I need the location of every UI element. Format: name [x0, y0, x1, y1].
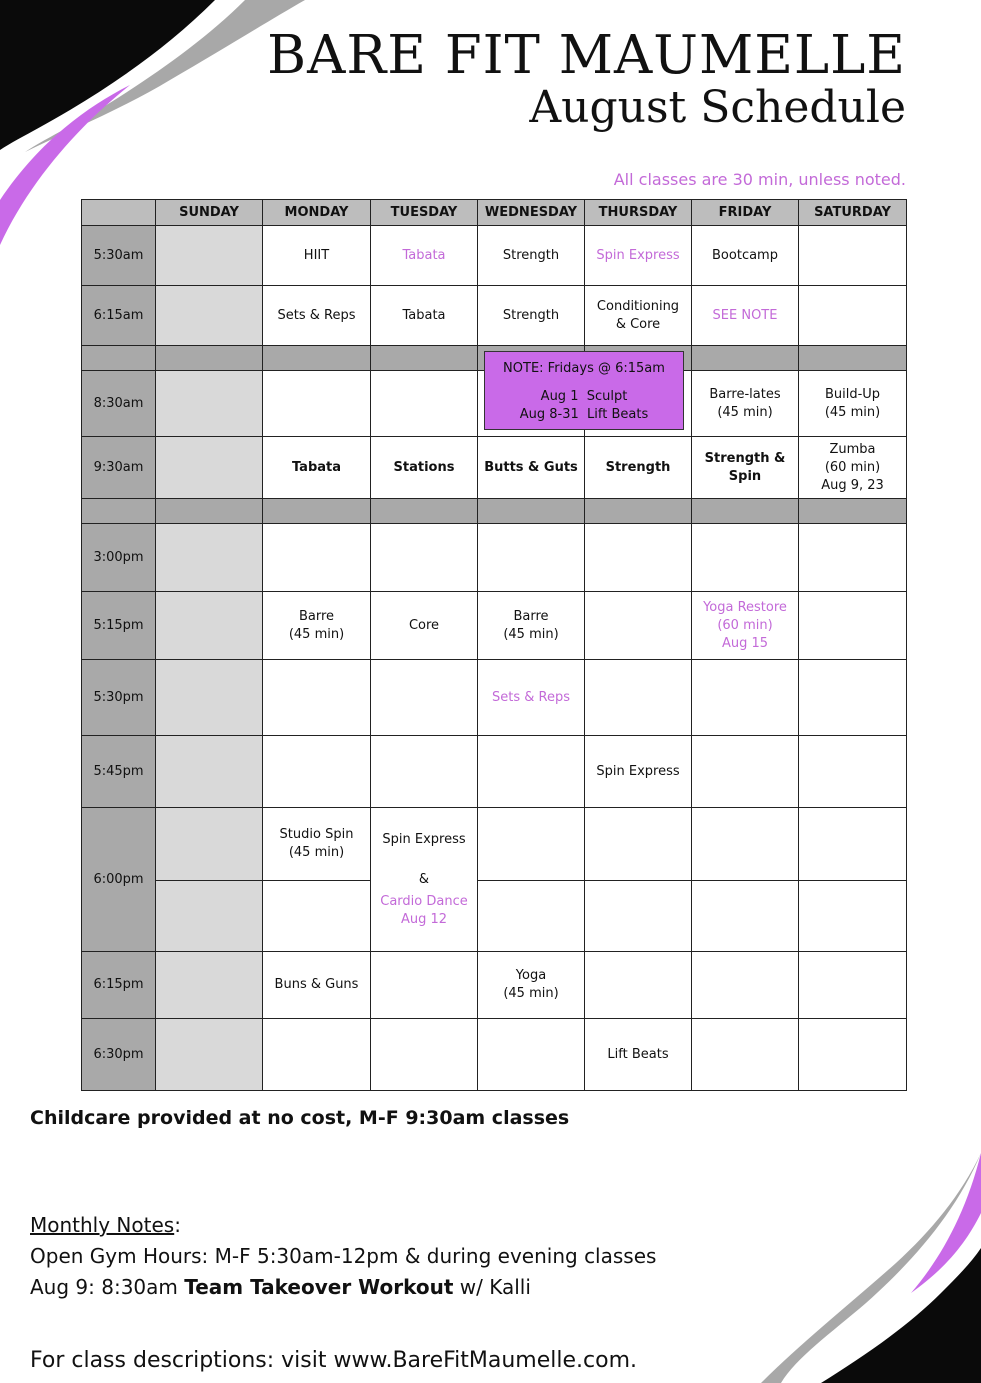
takeover-event: Team Takeover Workout [184, 1275, 454, 1299]
row-0530pm [82, 660, 907, 736]
class-line: (45 min) [503, 626, 559, 642]
sunday-cell [156, 660, 263, 736]
time-label: 3:00pm [82, 524, 156, 592]
empty-cell [799, 736, 907, 808]
class-cell: Butts & Guts [478, 437, 585, 499]
class-line: Aug 9, 23 [821, 477, 884, 493]
empty-cell [478, 808, 585, 881]
day-header-sunday: SUNDAY [156, 200, 263, 226]
childcare-note: Childcare provided at no cost, M-F 9:30am classes [30, 1107, 570, 1129]
sunday-cell [156, 808, 263, 881]
class-cell: HIIT [263, 226, 371, 286]
class-line: (45 min) [503, 986, 559, 1001]
corner-cell [82, 200, 156, 226]
class-cell: Bootcamp [692, 226, 799, 286]
friday-note-box [484, 351, 684, 430]
sunday-cell [156, 1019, 263, 1091]
takeover-prefix: Aug 9: 8:30am [30, 1275, 185, 1299]
class-line: Barre [513, 608, 549, 624]
class-cell [478, 952, 585, 1019]
sunday-cell [156, 736, 263, 808]
class-cell: Buns & Guns [263, 952, 371, 1019]
class-line: (45 min) [288, 845, 345, 860]
class-line: Spin Express [382, 831, 466, 847]
time-label: 5:30am [82, 226, 156, 286]
empty-cell [799, 286, 907, 346]
empty-cell [692, 952, 799, 1019]
class-cell: SEE NOTE [692, 286, 799, 346]
class-cell: Sets & Reps [478, 660, 585, 736]
empty-cell [263, 371, 371, 437]
class-cell: Lift Beats [585, 1019, 692, 1091]
time-label: 6:30pm [82, 1019, 156, 1091]
empty-cell [371, 524, 478, 592]
empty-cell [585, 952, 692, 1019]
empty-cell [478, 881, 585, 952]
class-cell: Sets & Reps [263, 286, 371, 346]
class-line: (45 min) [824, 404, 881, 420]
empty-cell [478, 524, 585, 592]
class-line: & [418, 871, 430, 887]
class-cell: Strength [478, 286, 585, 346]
class-cell [585, 286, 692, 346]
separator-row [82, 499, 907, 524]
empty-cell [478, 1019, 585, 1091]
class-cell [692, 592, 799, 660]
empty-cell [585, 808, 692, 881]
class-line: Aug 12 [400, 911, 448, 927]
row-0615am [82, 286, 907, 346]
empty-cell [692, 808, 799, 881]
header-row [82, 200, 907, 226]
class-cell: Stations [371, 437, 478, 499]
note-line: Aug 8-31 Lift Beats [519, 407, 649, 422]
empty-cell [799, 881, 907, 952]
note-line: NOTE: Fridays @ 6:15am [503, 361, 665, 376]
empty-cell [371, 1019, 478, 1091]
time-label: 6:00pm [82, 808, 156, 952]
class-cell: Tabata [371, 286, 478, 346]
time-label: 9:30am [82, 437, 156, 499]
empty-cell [371, 371, 478, 437]
class-cell [692, 437, 799, 499]
time-label: 5:30pm [82, 660, 156, 736]
row-0615pm [82, 952, 907, 1019]
empty-cell [799, 660, 907, 736]
row-0545pm [82, 736, 907, 808]
empty-cell [263, 524, 371, 592]
class-cell: Strength [478, 226, 585, 286]
empty-cell [799, 524, 907, 592]
class-line: Barre [298, 608, 335, 624]
sunday-cell [156, 592, 263, 660]
time-label: 5:15pm [82, 592, 156, 660]
day-header-saturday: SATURDAY [799, 200, 907, 226]
empty-cell [263, 1019, 371, 1091]
row-0630pm [82, 1019, 907, 1091]
class-cell: Spin Express [585, 226, 692, 286]
class-cell [692, 371, 799, 437]
sunday-cell [156, 437, 263, 499]
empty-cell [478, 736, 585, 808]
class-line: & Core [615, 316, 661, 332]
empty-cell [799, 808, 907, 881]
day-header-friday: FRIDAY [692, 200, 799, 226]
bottom-right-swoosh-decoration [681, 1153, 981, 1383]
class-line: Aug 15 [721, 635, 769, 651]
sunday-cell [156, 881, 263, 952]
open-gym-hours: Open Gym Hours: M-F 5:30am-12pm & during evening classes [30, 1244, 657, 1268]
class-line: Conditioning [596, 298, 680, 314]
row-0515pm [82, 592, 907, 660]
day-header-thursday: THURSDAY [585, 200, 692, 226]
empty-cell [263, 736, 371, 808]
class-line: (45 min) [717, 404, 773, 420]
empty-cell [585, 524, 692, 592]
takeover-suffix: w/ Kalli [453, 1275, 531, 1299]
time-label: 6:15am [82, 286, 156, 346]
class-line: (45 min) [288, 626, 345, 642]
class-cell [478, 592, 585, 660]
schedule-subtitle: August Schedule [529, 82, 906, 133]
row-0600pm-a [82, 808, 907, 881]
sunday-cell [156, 524, 263, 592]
class-line: (60 min) [717, 617, 773, 633]
class-cell: Core [371, 592, 478, 660]
class-cell [371, 808, 478, 952]
empty-cell [585, 881, 692, 952]
time-label: 5:45pm [82, 736, 156, 808]
class-line: Spin [728, 468, 762, 484]
empty-cell [371, 660, 478, 736]
schedule-table [81, 199, 907, 1091]
row-0530am [82, 226, 907, 286]
class-cell [263, 808, 371, 881]
empty-cell [692, 736, 799, 808]
note-line: Aug 1 Sculpt [540, 389, 628, 404]
row-0600pm-b [82, 881, 907, 952]
empty-cell [585, 592, 692, 660]
class-line: Strength & [704, 450, 786, 466]
empty-cell [692, 524, 799, 592]
class-cell: Spin Express [585, 736, 692, 808]
class-line: Studio Spin [279, 827, 354, 842]
class-line: Yoga [515, 968, 547, 983]
class-line: (60 min) [824, 459, 881, 475]
class-line: Build-Up [824, 386, 881, 402]
day-header-monday: MONDAY [263, 200, 371, 226]
empty-cell [692, 1019, 799, 1091]
notes-colon: : [174, 1213, 181, 1237]
class-cell: Tabata [371, 226, 478, 286]
empty-cell [585, 660, 692, 736]
empty-cell [799, 592, 907, 660]
gym-title: BARE FIT MAUMELLE [267, 25, 906, 86]
notes-heading: Monthly Notes [30, 1213, 175, 1237]
day-header-tuesday: TUESDAY [371, 200, 478, 226]
empty-cell [799, 226, 907, 286]
time-label: 6:15pm [82, 952, 156, 1019]
class-cell [799, 437, 907, 499]
day-header-wednesday: WEDNESDAY [478, 200, 585, 226]
duration-note: All classes are 30 min, unless noted. [613, 170, 906, 189]
class-line: Barre-lates [709, 386, 781, 402]
class-descriptions-link: For class descriptions: visit www.BareFitMaumelle.com. [30, 1348, 638, 1373]
class-line: Zumba [829, 441, 876, 457]
sunday-cell [156, 952, 263, 1019]
sunday-cell [156, 226, 263, 286]
class-cell [799, 371, 907, 437]
empty-cell [263, 660, 371, 736]
row-0300pm [82, 524, 907, 592]
class-line: Cardio Dance [380, 893, 468, 909]
empty-cell [692, 660, 799, 736]
empty-cell [799, 1019, 907, 1091]
class-cell: Strength [585, 437, 692, 499]
monthly-notes [30, 1210, 656, 1303]
row-0930am [82, 437, 907, 499]
empty-cell [371, 952, 478, 1019]
takeover-note [30, 1272, 656, 1303]
empty-cell [371, 736, 478, 808]
class-cell: Tabata [263, 437, 371, 499]
empty-cell [799, 952, 907, 1019]
time-label: 8:30am [82, 371, 156, 437]
class-line: Yoga Restore [703, 599, 787, 615]
class-cell [263, 592, 371, 660]
sunday-cell [156, 371, 263, 437]
empty-cell [692, 881, 799, 952]
empty-cell [263, 881, 371, 952]
sunday-cell [156, 286, 263, 346]
